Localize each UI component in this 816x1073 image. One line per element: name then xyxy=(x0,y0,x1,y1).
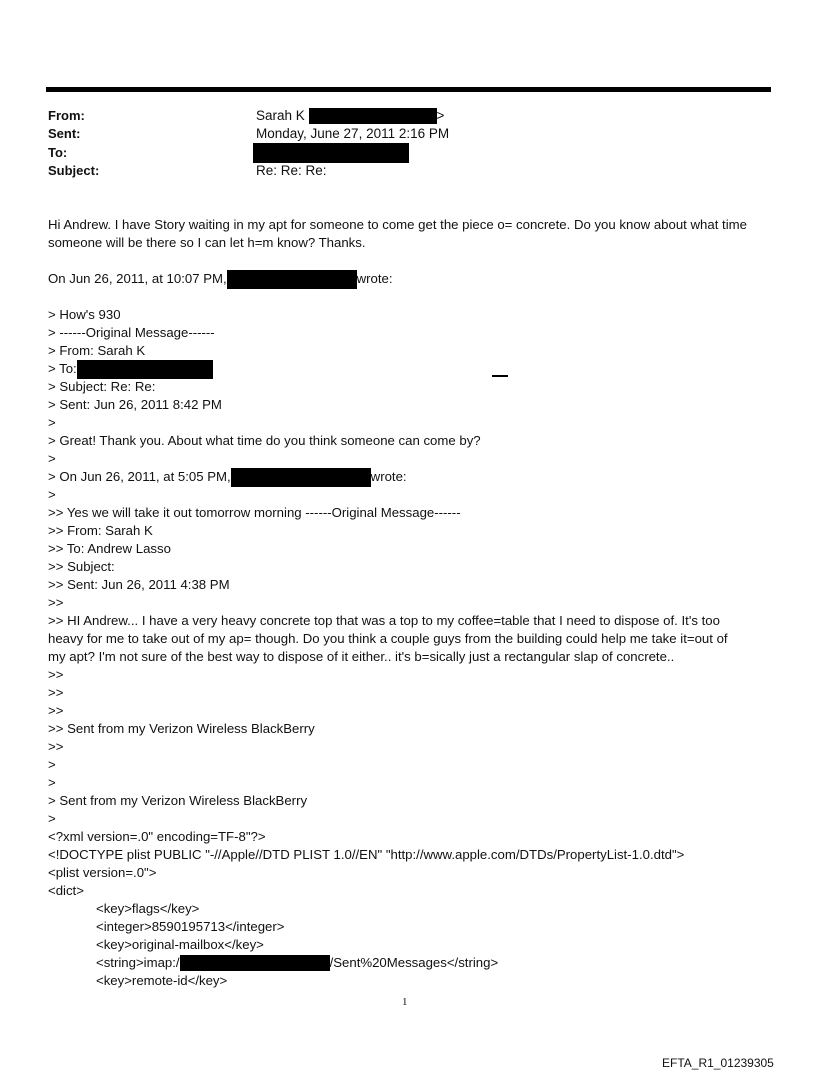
body-line: >> xyxy=(48,667,64,682)
body-line: <?xml version=.0" encoding=TF-8"?> xyxy=(48,829,266,844)
body-line: <key>remote-id</key> xyxy=(96,973,228,988)
page-number: 1 xyxy=(402,996,408,1008)
attribution-suffix: wrote: xyxy=(370,469,407,484)
body-line: > Subject: Re: Re: xyxy=(48,379,156,394)
body-line: someone will be there so I can let h=m know? Thanks. xyxy=(48,235,366,250)
sent-label: Sent: xyxy=(48,126,81,141)
body-line: > ------Original Message------ xyxy=(48,325,215,340)
body-line: <key>flags</key> xyxy=(96,901,200,916)
attribution-prefix: On Jun 26, 2011, at 10:07 PM, xyxy=(48,271,227,286)
imap-string-line xyxy=(96,954,498,972)
body-line: <key>original-mailbox</key> xyxy=(96,937,264,952)
body-line: >> To: Andrew Lasso xyxy=(48,541,171,556)
attribution-suffix: wrote: xyxy=(356,271,393,286)
body-line: > From: Sarah K xyxy=(48,343,146,358)
sent-value: Monday, June 27, 2011 2:16 PM xyxy=(256,126,450,141)
body-line: > Sent: Jun 26, 2011 8:42 PM xyxy=(48,397,222,412)
attribution-prefix: > On Jun 26, 2011, at 5:05 PM, xyxy=(48,469,231,484)
redaction-box xyxy=(309,108,437,124)
body-line: > How's 930 xyxy=(48,307,121,322)
stray-mark xyxy=(492,375,508,377)
body-line: > xyxy=(48,757,56,772)
body-line: > xyxy=(48,811,56,826)
subject-label: Subject: xyxy=(48,163,100,178)
body-line: <!DOCTYPE plist PUBLIC "-//Apple//DTD PLIST 1.0//EN" "http://www.apple.com/DTDs/PropertyList-1.0.dtd"> xyxy=(48,847,685,862)
body-line: >> Sent from my Verizon Wireless BlackBerry xyxy=(48,721,315,736)
body-line: > xyxy=(48,775,56,790)
redaction-box xyxy=(180,955,330,971)
body-line: >> Yes we will take it out tomorrow morning ------Original Message------ xyxy=(48,505,461,520)
body-line: <integer>8590195713</integer> xyxy=(96,919,285,934)
imap-prefix: <string>imap:/ xyxy=(96,955,180,970)
redaction-box xyxy=(77,360,213,379)
body-line: Hi Andrew. I have Story waiting in my apt for someone to come get the piece o= concrete. Do you know about what time xyxy=(48,217,747,232)
subject-value: Re: Re: Re: xyxy=(256,163,327,178)
body-line: <dict> xyxy=(48,883,84,898)
body-line: >> xyxy=(48,739,64,754)
redaction-box xyxy=(227,270,357,289)
body-line: >> xyxy=(48,685,64,700)
quote-attribution xyxy=(48,270,393,289)
body-line: >> xyxy=(48,703,64,718)
from-value xyxy=(256,107,444,125)
quoted-to-label: > To: xyxy=(48,361,77,376)
body-line: >> xyxy=(48,595,64,610)
bates-number: EFTA_R1_01239305 xyxy=(662,1056,774,1070)
quote-attribution xyxy=(48,468,407,487)
body-line: > xyxy=(48,451,56,466)
body-line: > Sent from my Verizon Wireless BlackBerry xyxy=(48,793,308,808)
quoted-to-line xyxy=(48,360,213,379)
body-line: >> From: Sarah K xyxy=(48,523,153,538)
imap-suffix: /Sent%20Messages</string> xyxy=(329,955,499,970)
from-suffix: > xyxy=(436,108,445,123)
body-line: > xyxy=(48,415,56,430)
to-label: To: xyxy=(48,145,68,160)
body-line: > Great! Thank you. About what time do you think someone can come by? xyxy=(48,433,481,448)
redaction-box xyxy=(231,468,371,487)
from-label: From: xyxy=(48,108,85,123)
from-name: Sarah K xyxy=(256,108,305,123)
body-line: my apt? I'm not sure of the best way to dispose of it either.. it's b=sically just a rectangular slap of concrete.. xyxy=(48,649,675,664)
body-line: >> HI Andrew... I have a very heavy concrete top that was a top to my coffee=table that I need to dispose of. It's too xyxy=(48,613,720,628)
header-rule xyxy=(46,87,771,92)
body-line: > xyxy=(48,487,56,502)
body-line: >> Subject: xyxy=(48,559,115,574)
body-line: <plist version=.0"> xyxy=(48,865,157,880)
to-redaction-box xyxy=(253,143,409,163)
body-line: >> Sent: Jun 26, 2011 4:38 PM xyxy=(48,577,230,592)
body-line: heavy for me to take out of my ap= though. Do you think a couple guys from the building could help me take it=out of xyxy=(48,631,728,646)
